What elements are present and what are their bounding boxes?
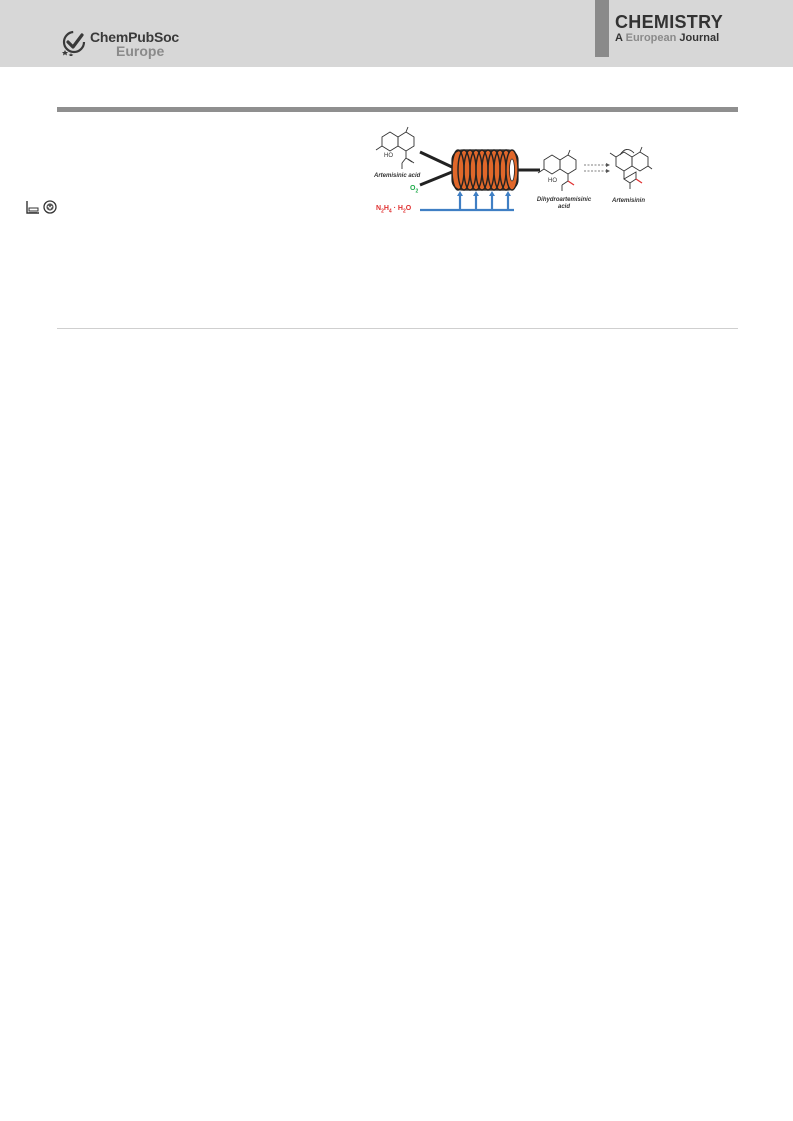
publisher-name: ChemPubSoc	[90, 29, 180, 45]
label-artemisinin: Artemisinin	[612, 198, 646, 204]
label-dihydroartemisinic-acid: Dihydroartemisinic acid	[536, 197, 592, 210]
printer-icon[interactable]	[26, 200, 40, 219]
journal-subtitle	[615, 32, 719, 44]
section-rule-bottom	[57, 328, 738, 329]
journal-sub-journal: Journal	[679, 32, 720, 44]
journal-title: CHEMISTRY	[615, 12, 724, 32]
artemisinic-acid-structure	[376, 127, 414, 169]
ho-label-left: HO	[384, 153, 393, 159]
flow-reactor-coil	[452, 150, 518, 190]
publisher-logo[interactable]	[60, 26, 200, 62]
artemisinin-structure	[610, 147, 652, 189]
globe-icon[interactable]	[43, 200, 57, 219]
side-icons	[26, 200, 62, 214]
hydrazine-feed-line	[420, 191, 514, 210]
dihydroartemisinic-acid-structure	[538, 150, 576, 191]
journal-accent-bar	[595, 0, 609, 57]
section-rule-top	[57, 107, 738, 112]
ho-label-right: HO	[548, 178, 557, 184]
publisher-region: Europe	[116, 43, 165, 59]
journal-sub-a: A	[615, 32, 623, 44]
reaction-scheme	[372, 125, 672, 225]
reagent-oxygen: $O_2$	[410, 185, 419, 195]
label-artemisinic-acid: Artemisinic acid	[374, 173, 421, 179]
reagent-hydrazine-hydrate: $N_2H_4 \cdot H_2O$	[376, 205, 412, 215]
journal-sub-european: European	[625, 32, 677, 44]
chempubsoc-emblem-icon	[60, 26, 90, 56]
